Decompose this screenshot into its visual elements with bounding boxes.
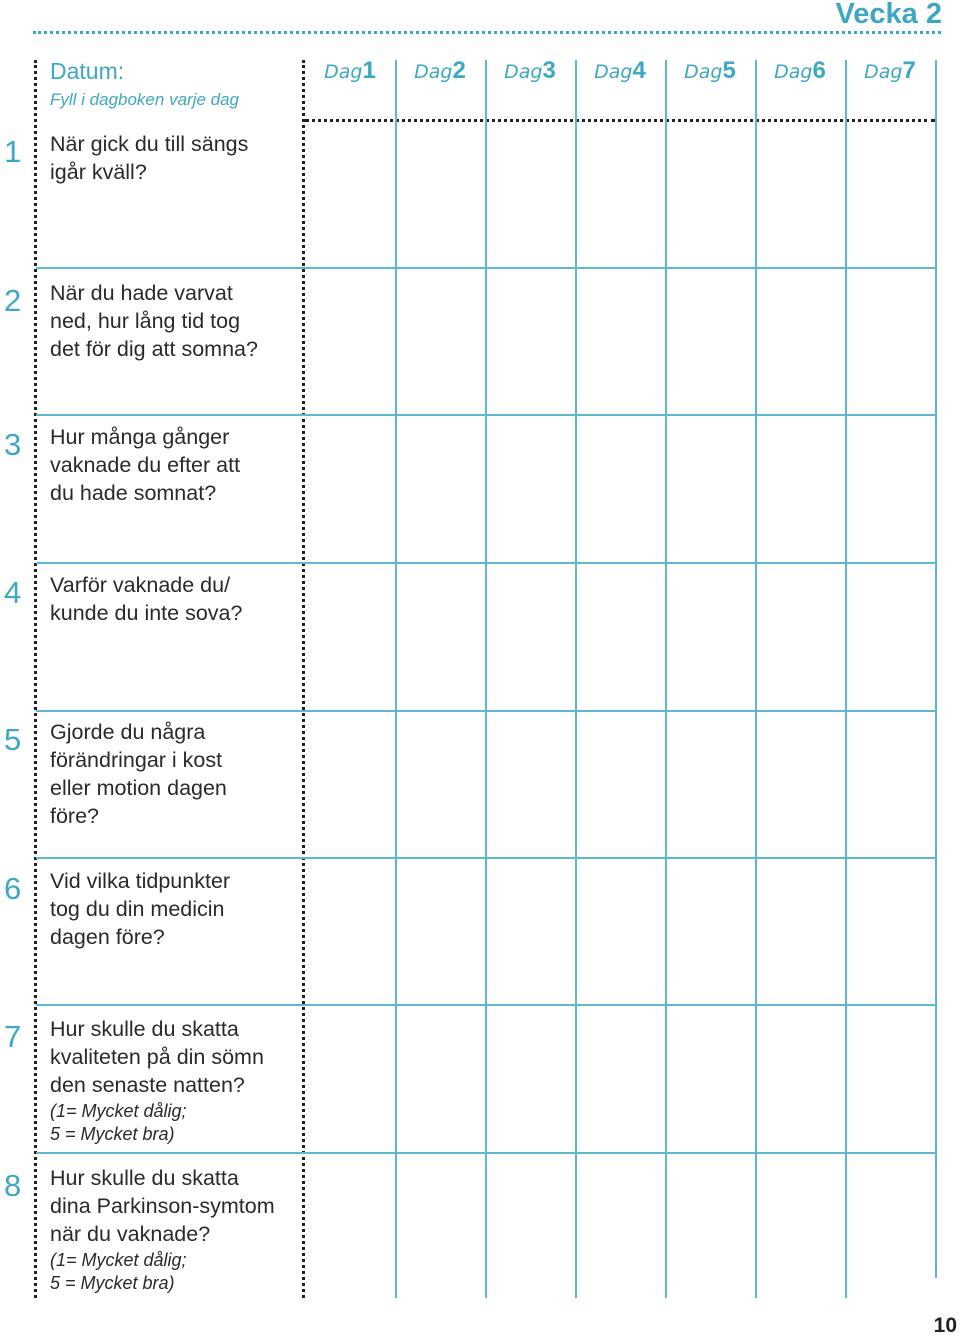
question-line: När gick du till sängs xyxy=(50,132,249,156)
column-divider xyxy=(485,60,487,1298)
day-number: 7 xyxy=(902,57,916,84)
question-number: 7 xyxy=(4,1019,22,1054)
question-line: dagen före? xyxy=(50,925,165,949)
question-line: vaknade du efter att xyxy=(50,453,241,477)
question-text xyxy=(50,279,300,363)
day-word: Dag xyxy=(504,61,543,83)
top-dotted-divider xyxy=(33,31,941,34)
day-number: 4 xyxy=(632,57,646,84)
day-word: Dag xyxy=(864,61,903,83)
note-line: (1= Mycket dålig; xyxy=(50,1250,187,1270)
question-line: Hur många gånger xyxy=(50,425,230,449)
week-title: Vecka 2 xyxy=(835,0,942,30)
day-word: Dag xyxy=(414,61,453,83)
day-header-7 xyxy=(846,57,934,85)
day-number: 2 xyxy=(452,57,466,84)
question-line: när du vaknade? xyxy=(50,1222,211,1246)
question-line: förändringar i kost xyxy=(50,748,223,772)
question-number: 8 xyxy=(4,1168,22,1203)
question-line: Gjorde du några xyxy=(50,720,206,744)
note-line: 5 = Mycket bra) xyxy=(50,1273,175,1293)
question-number: 5 xyxy=(4,722,22,757)
day-number: 6 xyxy=(812,57,826,84)
day-header-6 xyxy=(756,57,844,85)
question-text xyxy=(50,1015,300,1099)
column-divider xyxy=(395,60,397,1298)
question-column-dotted-border xyxy=(302,60,305,1298)
left-dotted-border xyxy=(34,60,37,1298)
question-number: 4 xyxy=(4,575,22,610)
column-divider xyxy=(845,60,847,1298)
question-line: När du hade varvat xyxy=(50,281,233,305)
day-number: 5 xyxy=(722,57,736,84)
question-text xyxy=(50,571,300,627)
note-line: (1= Mycket dålig; xyxy=(50,1101,187,1121)
question-text xyxy=(50,718,300,830)
datum-instruction: Fyll i dagboken varje dag xyxy=(50,90,240,109)
page-number: 10 xyxy=(933,1314,957,1337)
rating-scale-note xyxy=(50,1100,300,1146)
question-line: tog du din medicin xyxy=(50,897,225,921)
question-line: igår kväll? xyxy=(50,160,147,184)
question-text xyxy=(50,130,300,186)
day-header-1 xyxy=(306,57,394,85)
question-number: 1 xyxy=(4,134,22,169)
question-line: kunde du inte sova? xyxy=(50,601,243,625)
day-number: 3 xyxy=(542,57,556,84)
question-text xyxy=(50,1164,300,1248)
question-line: Vid vilka tidpunkter xyxy=(50,869,231,893)
day-header-5 xyxy=(666,57,754,85)
column-divider xyxy=(935,60,937,1278)
question-line: kvaliteten på din sömn xyxy=(50,1045,264,1069)
header-dotted-divider xyxy=(305,119,935,122)
note-line: 5 = Mycket bra) xyxy=(50,1124,175,1144)
column-divider xyxy=(755,60,757,1298)
day-number: 1 xyxy=(362,57,376,84)
column-divider xyxy=(575,60,577,1298)
question-text xyxy=(50,867,300,951)
question-line: före? xyxy=(50,804,100,828)
question-number: 2 xyxy=(4,283,22,318)
day-word: Dag xyxy=(684,61,723,83)
day-word: Dag xyxy=(324,61,363,83)
question-line: Hur skulle du skatta xyxy=(50,1017,239,1041)
question-line: Hur skulle du skatta xyxy=(50,1166,239,1190)
day-word: Dag xyxy=(774,61,813,83)
day-header-4 xyxy=(576,57,664,85)
question-line: dina Parkinson-symtom xyxy=(50,1194,275,1218)
question-line: den senaste natten? xyxy=(50,1073,245,1097)
question-line: det för dig att somna? xyxy=(50,337,258,361)
day-header-3 xyxy=(486,57,574,85)
question-line: ned, hur lång tid tog xyxy=(50,309,241,333)
day-header-2 xyxy=(396,57,484,85)
question-number: 6 xyxy=(4,871,22,906)
rating-scale-note xyxy=(50,1249,300,1295)
column-divider xyxy=(665,60,667,1298)
question-line: eller motion dagen xyxy=(50,776,227,800)
day-word: Dag xyxy=(594,61,633,83)
question-number: 3 xyxy=(4,427,22,462)
question-line: du hade somnat? xyxy=(50,481,217,505)
datum-label: Datum: xyxy=(50,58,125,84)
question-text xyxy=(50,423,300,507)
question-line: Varför vaknade du/ xyxy=(50,573,231,597)
